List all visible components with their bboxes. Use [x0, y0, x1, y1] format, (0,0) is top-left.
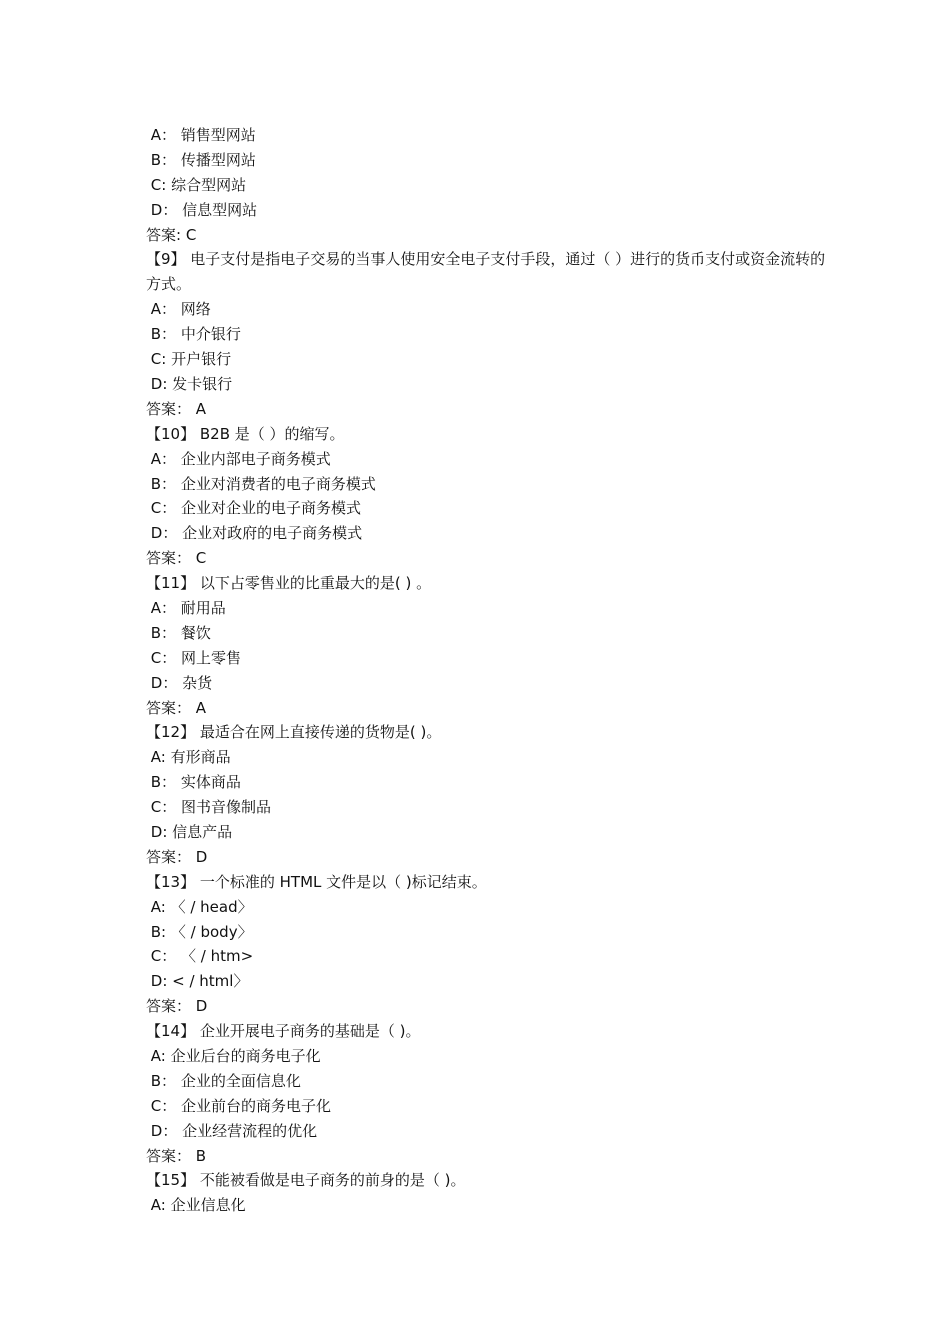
question-15: 【15】 不能被看做是电子商务的前身的是（ )。 [146, 1171, 466, 1190]
option-line: D: < / html〉 [146, 972, 249, 991]
option-line: D： 杂货 [146, 673, 213, 692]
answer-line: 答案: C [146, 225, 197, 244]
option-line: A: 企业信息化 [146, 1196, 246, 1215]
option-line: D: 信息产品 [146, 822, 233, 841]
option-line: A： 企业内部电子商务模式 [146, 449, 331, 468]
answer-line: 答案： A [146, 399, 207, 418]
option-line: B： 实体商品 [146, 773, 241, 792]
answer-line: 答案： C [146, 549, 207, 568]
question-10: 【10】 B2B 是（ ）的缩写。 [146, 424, 345, 443]
answer-line: 答案： D [146, 997, 208, 1016]
answer-line: 答案： A [146, 698, 207, 717]
option-line: D: 发卡银行 [146, 374, 233, 393]
option-line: A: 有形商品 [146, 748, 231, 767]
question-14: 【14】 企业开展电子商务的基础是（ )。 [146, 1022, 421, 1041]
option-line: C： 企业对企业的电子商务模式 [146, 499, 362, 518]
answer-line: 答案： D [146, 847, 208, 866]
option-line: B： 企业对消费者的电子商务模式 [146, 474, 376, 493]
option-line: B： 餐饮 [146, 623, 211, 642]
option-line: A： 销售型网站 [146, 126, 256, 144]
option-line: B: 〈 / body〉 [146, 922, 253, 941]
option-line: D： 企业经营流程的优化 [146, 1121, 318, 1140]
option-line: A： 网络 [146, 300, 211, 319]
question-11: 【11】 以下占零售业的比重最大的是( ) 。 [146, 574, 432, 593]
option-line: A: 企业后台的商务电子化 [146, 1046, 321, 1065]
option-line: D： 企业对政府的电子商务模式 [146, 524, 363, 543]
option-line: A： 耐用品 [146, 598, 226, 617]
option-line: C： 图书音像制品 [146, 798, 272, 817]
option-line: C: 开户银行 [146, 350, 232, 369]
option-line: C： 〈 / htm> [146, 947, 254, 966]
option-line: C： 企业前台的商务电子化 [146, 1096, 332, 1115]
question-12: 【12】 最适合在网上直接传递的货物是( )。 [146, 723, 442, 742]
option-line: D： 信息型网站 [146, 200, 258, 219]
option-line: C： 网上零售 [146, 648, 242, 667]
answer-line: 答案： B [146, 1146, 207, 1165]
question-9: 【9】 电子支付是指电子交易的当事人使用安全电子支付手段，通过（ ）进行的货币支付或资金流转的方式。 [146, 250, 826, 294]
option-line: B： 传播型网站 [146, 150, 256, 169]
option-line: B： 中介银行 [146, 325, 241, 344]
option-line: C: 综合型网站 [146, 175, 247, 194]
option-line: A: 〈 / head〉 [146, 897, 253, 916]
option-line: B： 企业的全面信息化 [146, 1071, 301, 1090]
question-13: 【13】 一个标准的 HTML 文件是以（ )标记结束。 [146, 872, 487, 891]
document-body [146, 123, 826, 1218]
